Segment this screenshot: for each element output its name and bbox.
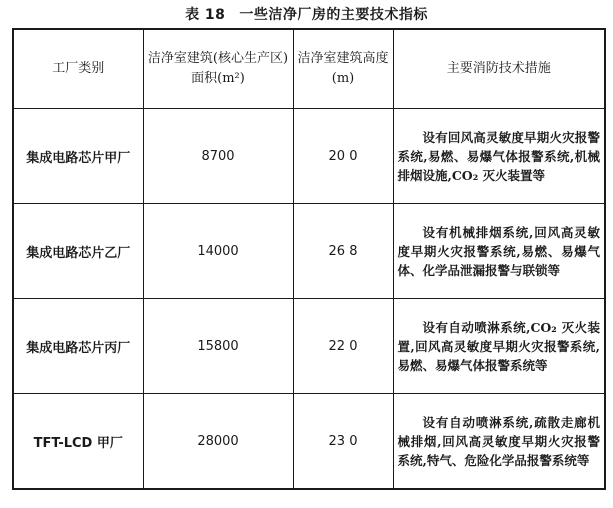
table-title: 一些洁净厂房的主要技术指标 — [239, 7, 428, 23]
header-row — [13, 29, 605, 109]
measures-text: 设有机械排烟系统,回风高灵敏度早期火灾报警系统,易燃、易爆气体、化学品泄漏报警与联锁等 — [397, 224, 600, 278]
header-area: 洁净室建筑(核心生产区)面积(m²) — [143, 29, 293, 109]
cell-category: 集成电路芯片甲厂 — [13, 109, 143, 204]
table-row — [13, 109, 605, 204]
cell-measures — [393, 109, 605, 204]
cell-measures — [393, 204, 605, 299]
table-number: 表 18 — [185, 7, 226, 23]
cell-category: TFT-LCD 甲厂 — [13, 394, 143, 490]
header-measures: 主要消防技术措施 — [393, 29, 605, 109]
cell-height: 26 8 — [293, 204, 393, 299]
cell-height: 22 0 — [293, 299, 393, 394]
table-row — [13, 204, 605, 299]
measures-text: 设有自动喷淋系统,CO₂ 灭火装置,回风高灵敏度早期火灾报警系统,易燃、易爆气体报警系统等 — [397, 319, 600, 373]
cell-height: 23 0 — [293, 394, 393, 490]
cell-area: 15800 — [143, 299, 293, 394]
cell-measures — [393, 394, 605, 490]
cell-height: 20 0 — [293, 109, 393, 204]
cleanroom-spec-table — [12, 28, 606, 490]
measures-text: 设有自动喷淋系统,疏散走廊机械排烟,回风高灵敏度早期火灾报警系统,特气、危险化学品报警系统等 — [397, 414, 600, 468]
cell-area: 8700 — [143, 109, 293, 204]
cell-category: 集成电路芯片丙厂 — [13, 299, 143, 394]
cell-category: 集成电路芯片乙厂 — [13, 204, 143, 299]
cell-measures — [393, 299, 605, 394]
measures-text: 设有回风高灵敏度早期火灾报警系统,易燃、易爆气体报警系统,机械排烟设施,CO₂ 灭火装置等 — [397, 129, 600, 183]
table-caption — [0, 4, 613, 24]
cell-area: 14000 — [143, 204, 293, 299]
table-row — [13, 394, 605, 490]
header-category: 工厂类别 — [13, 29, 143, 109]
header-height: 洁净室建筑高度(m) — [293, 29, 393, 109]
cell-area: 28000 — [143, 394, 293, 490]
table-row — [13, 299, 605, 394]
